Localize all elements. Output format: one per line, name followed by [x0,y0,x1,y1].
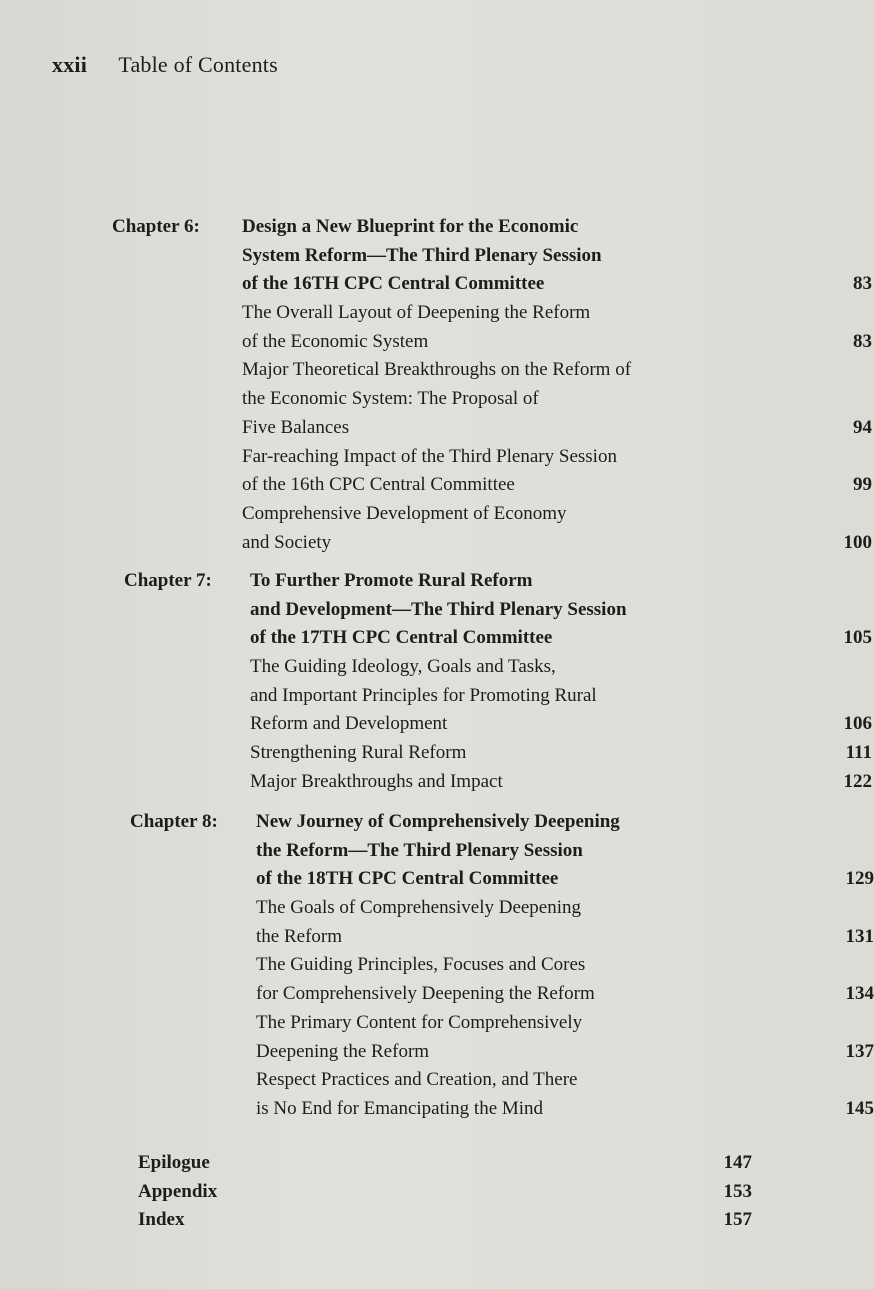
section-title-line [256,1009,620,1038]
section-title-line [250,682,627,711]
entry-page-number: 83 [853,273,872,295]
entry-page-number: 106 [843,713,872,735]
entry-text: is No End for Emancipating the Mind [256,1097,544,1119]
entry-text: The Goals of Comprehensively Deepening [256,897,582,919]
section-title-line [242,385,631,414]
entry-text: Respect Practices and Creation, and There [256,1069,578,1091]
entry-text: the Reform [256,925,343,947]
running-title: Table of Contents [118,52,278,77]
entry-text: Design a New Blueprint for the Economic [242,216,579,237]
chapter-title-line [256,865,874,894]
section-title-line [256,1066,620,1095]
section-title-line [250,653,627,682]
end-matter [138,1149,752,1235]
chapter-title-line [242,213,631,242]
chapter-label: Chapter 7: [124,570,212,591]
entry-text: and Development—The Third Plenary Session [250,598,627,620]
section-title-line [256,1095,874,1124]
entry-text: Reform and Development [250,713,448,735]
chapter-title-line [242,242,631,271]
entry-page-number: 129 [845,868,874,890]
section-title-line [242,529,872,558]
section-title-line [242,500,631,529]
entry-text: of the 17TH CPC Central Committee [250,627,553,649]
endmatter-index [138,1206,752,1235]
section-title-line [256,1038,874,1067]
entry-text: Far-reaching Impact of the Third Plenary Session [242,445,617,467]
entry-text: The Primary Content for Comprehensively [256,1011,583,1033]
entry-text: of the 16TH CPC Central Committee [242,273,545,295]
section-title-line [256,923,874,952]
entry-text: New Journey of Comprehensively Deepening [256,811,620,832]
entry-text: Comprehensive Development of Economy [242,502,567,524]
chapter-title-line [256,837,620,866]
endmatter-label: Index [138,1209,185,1230]
entry-text: The Guiding Ideology, Goals and Tasks, [250,656,556,678]
entry-text: To Further Promote Rural Reform [250,570,533,591]
running-header [52,52,278,78]
section-title-line [242,356,631,385]
entry-text: System Reform—The Third Plenary Session [242,244,602,266]
endmatter-page: 147 [723,1152,752,1173]
entry-page-number: 83 [853,330,872,352]
chapter-lines [242,213,872,557]
chapter-lines [256,808,874,1124]
section-title-line [242,443,631,472]
chapter-title-line [250,624,872,653]
endmatter-label: Appendix [138,1180,218,1202]
entry-text: of the 18TH CPC Central Committee [256,868,559,890]
entry-text: Deepening the Reform [256,1040,430,1062]
section-title-line [250,768,872,797]
entry-page-number: 105 [843,627,872,649]
entry-text: and Society [242,531,332,553]
entry-text: of the 16th CPC Central Committee [242,474,515,496]
chapter-label: Chapter 8: [130,811,218,832]
endmatter-page: 157 [723,1209,752,1230]
entry-text: The Guiding Principles, Focuses and Cores [256,954,586,976]
section-title-line [250,739,872,768]
entry-text: of the Economic System [242,330,429,352]
chapter-label: Chapter 6: [112,216,200,237]
entry-text: Five Balances [242,416,350,438]
section-title-line [256,894,620,923]
endmatter-epilogue [138,1149,752,1178]
section-title-line [242,328,872,357]
section-title-line [256,980,874,1009]
chapter-title-line [242,270,872,299]
entry-page-number: 137 [845,1040,874,1062]
entry-page-number: 131 [845,925,874,947]
entry-text: and Important Principles for Promoting Rural [250,684,597,706]
entry-text: for Comprehensively Deepening the Reform [256,983,595,1005]
entry-page-number: 99 [853,474,872,496]
entry-text: Major Theoretical Breakthroughs on the Reform of [242,359,632,381]
entry-page-number: 94 [853,416,872,438]
entry-page-number: 100 [843,531,872,553]
entry-page-number: 134 [845,983,874,1005]
chapter-title-line [250,596,627,625]
entry-text: The Overall Layout of Deepening the Reform [242,302,591,324]
chapter-lines [250,567,872,797]
entry-page-number: 145 [845,1097,874,1119]
chapter-title-line [250,567,627,596]
section-title-line [242,299,631,328]
entry-page-number: 122 [843,770,872,792]
entry-text: the Economic System: The Proposal of [242,388,539,410]
entry-text: Strengthening Rural Reform [250,742,467,764]
endmatter-label: Epilogue [138,1152,210,1173]
chapter-title-line [256,808,620,837]
entry-text: Major Breakthroughs and Impact [250,770,503,792]
entry-text: the Reform—The Third Plenary Session [256,839,583,861]
endmatter-appendix [138,1178,752,1207]
entry-page-number: 111 [845,742,872,764]
endmatter-page: 153 [723,1180,752,1202]
section-title-line [242,414,872,443]
section-title-line [250,710,872,739]
section-title-line [256,951,620,980]
page-number: xxii [52,52,88,77]
section-title-line [242,471,872,500]
